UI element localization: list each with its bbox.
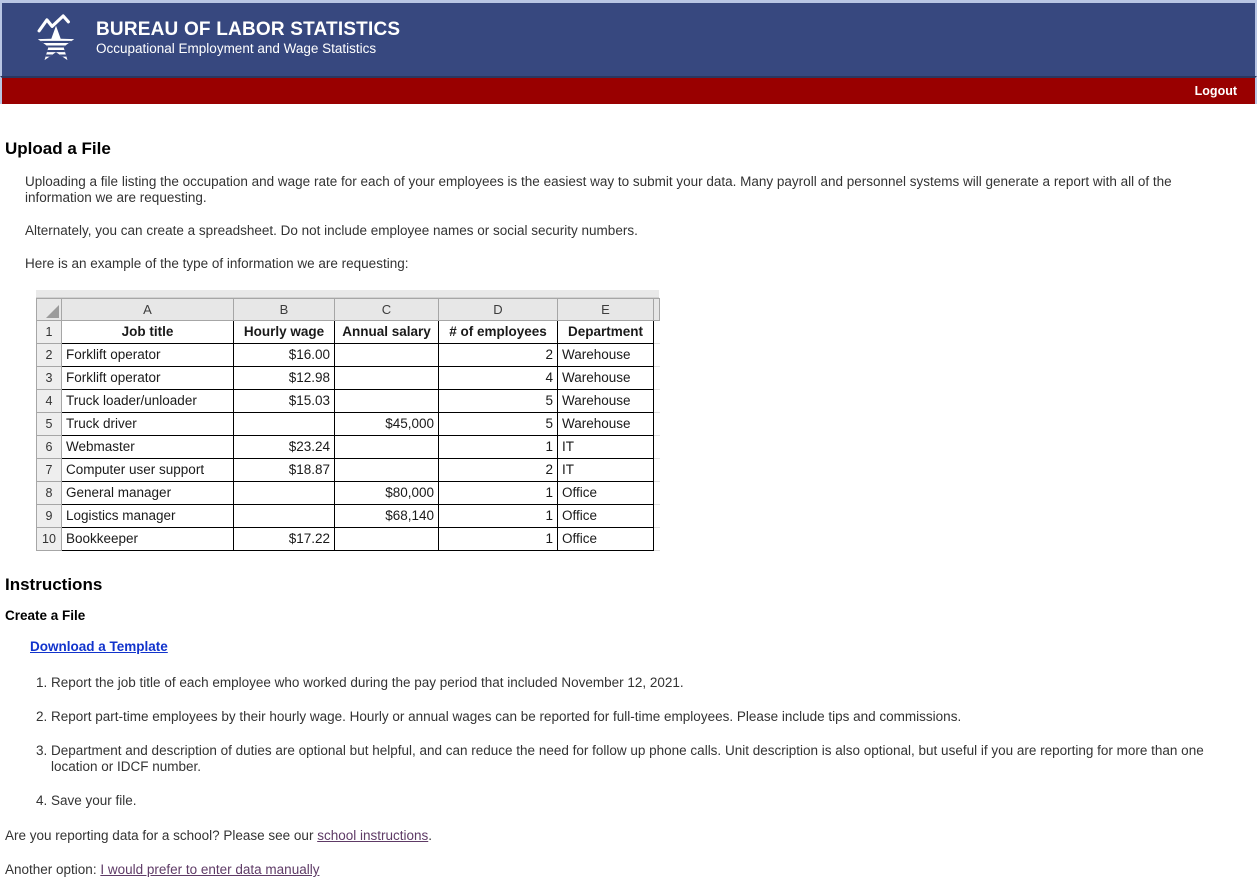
employees-cell: 1 [439, 436, 558, 459]
hourly-wage-cell: $12.98 [234, 367, 335, 390]
department-cell: Warehouse [558, 390, 654, 413]
job-title-cell: General manager [62, 482, 234, 505]
intro-paragraph: Uploading a file listing the occupation and wage rate for each of your employees is the easiest way to submit your data. Many payroll and personnel systems will generate a report with all of the information we are requesting. [25, 174, 1172, 205]
spreadsheet-top-strip [36, 290, 659, 298]
header-cell: Hourly wage [234, 321, 335, 344]
job-title-cell: Truck loader/unloader [62, 390, 234, 413]
header-cell: Job title [62, 321, 234, 344]
bls-header-banner [0, 3, 1257, 76]
intro-paragraph: Here is an example of the type of information we are requesting: [25, 256, 409, 271]
manual-entry-line [5, 862, 1241, 878]
hourly-wage-cell [234, 505, 335, 528]
sheet-data-row [37, 390, 660, 413]
instruction-step: 2. Report part-time employees by their hourly wage. Hourly or annual wages can be reported for full-time employees. Please include tips and commissions. [51, 709, 1220, 725]
sheet-data-row [37, 413, 660, 436]
row-number: 3 [37, 367, 62, 390]
school-instructions-link[interactable]: school instructions [317, 828, 429, 843]
annual-salary-cell [335, 390, 439, 413]
create-a-file-subtitle: Create a File [5, 608, 86, 623]
row-number: 2 [37, 344, 62, 367]
row-number: 6 [37, 436, 62, 459]
employees-cell: 2 [439, 344, 558, 367]
instruction-step: 4. Save your file. [51, 793, 1220, 809]
job-title-cell: Forklift operator [62, 344, 234, 367]
header-cell: Annual salary [335, 321, 439, 344]
column-letter: D [439, 299, 558, 321]
annual-salary-cell [335, 367, 439, 390]
logout-link[interactable]: Logout [1194, 84, 1237, 98]
school-suffix-text: . [428, 828, 433, 843]
partial-next-column [654, 299, 660, 321]
row-number: 8 [37, 482, 62, 505]
sheet-data-row [37, 528, 660, 551]
annual-salary-cell [335, 436, 439, 459]
department-cell: Office [558, 528, 654, 551]
bls-star-logo-icon [30, 14, 82, 66]
manual-prefix-text: Another option: [5, 862, 101, 877]
row-number: 1 [37, 321, 62, 344]
job-title-cell: Truck driver [62, 413, 234, 436]
department-cell: IT [558, 459, 654, 482]
row-number: 4 [37, 390, 62, 413]
instruction-steps [30, 675, 1220, 809]
intro-paragraph: Alternately, you can create a spreadsheet. Do not include employee names or social security numbers. [25, 223, 638, 238]
select-all-corner [37, 299, 62, 321]
annual-salary-cell: $80,000 [335, 482, 439, 505]
job-title-cell: Logistics manager [62, 505, 234, 528]
sheet-data-row [37, 459, 660, 482]
header-cell: Department [558, 321, 654, 344]
hourly-wage-cell: $23.24 [234, 436, 335, 459]
intro-section [5, 174, 1241, 272]
sheet-data-row [37, 505, 660, 528]
sheet-data-row [37, 482, 660, 505]
program-subtitle: Occupational Employment and Wage Statistics [96, 41, 377, 56]
sheet-data-row [37, 436, 660, 459]
hourly-wage-cell [234, 482, 335, 505]
annual-salary-cell [335, 459, 439, 482]
download-template-link[interactable]: Download a Template [30, 639, 168, 654]
sheet-header-row [37, 321, 660, 344]
sheet-data-row [37, 367, 660, 390]
employees-cell: 5 [439, 390, 558, 413]
annual-salary-cell [335, 528, 439, 551]
job-title-cell: Bookkeeper [62, 528, 234, 551]
enter-data-manually-link[interactable]: I would prefer to enter data manually [100, 862, 320, 877]
job-title-cell: Webmaster [62, 436, 234, 459]
employees-cell: 4 [439, 367, 558, 390]
instruction-step: 3. Department and description of duties are optional but helpful, and can reduce the need for follow up phone calls. Unit description is also optional, but useful if you are reporting for more than one location or IDCF number. [51, 743, 1220, 775]
employees-cell: 1 [439, 482, 558, 505]
hourly-wage-cell [234, 413, 335, 436]
column-letters-row [37, 299, 660, 321]
row-number: 5 [37, 413, 62, 436]
hourly-wage-cell: $17.22 [234, 528, 335, 551]
example-spreadsheet-image [36, 290, 659, 551]
row-number: 9 [37, 505, 62, 528]
select-all-triangle-icon [46, 305, 59, 318]
school-reporting-line [5, 828, 1241, 844]
hourly-wage-cell: $16.00 [234, 344, 335, 367]
row-number: 7 [37, 459, 62, 482]
header-cell: # of employees [439, 321, 558, 344]
row-number: 10 [37, 528, 62, 551]
annual-salary-cell [335, 344, 439, 367]
agency-title: BUREAU OF LABOR STATISTICS [96, 19, 401, 40]
employees-cell: 1 [439, 505, 558, 528]
instructions-title: Instructions [5, 575, 103, 594]
department-cell: Office [558, 482, 654, 505]
sheet-data-row [37, 344, 660, 367]
hourly-wage-cell: $15.03 [234, 390, 335, 413]
school-prompt-text: Are you reporting data for a school? Please see our [5, 828, 318, 843]
job-title-cell: Forklift operator [62, 367, 234, 390]
column-letter: A [62, 299, 234, 321]
column-letter: B [234, 299, 335, 321]
annual-salary-cell: $68,140 [335, 505, 439, 528]
main-content [0, 141, 1257, 878]
department-cell: Office [558, 505, 654, 528]
employees-cell: 2 [439, 459, 558, 482]
department-cell: Warehouse [558, 344, 654, 367]
hourly-wage-cell: $18.87 [234, 459, 335, 482]
spreadsheet-table [36, 298, 660, 551]
instruction-step: 1. Report the job title of each employee who worked during the pay period that included November 12, 2021. [51, 675, 1220, 691]
employees-cell: 5 [439, 413, 558, 436]
department-cell: Warehouse [558, 367, 654, 390]
department-cell: IT [558, 436, 654, 459]
department-cell: Warehouse [558, 413, 654, 436]
annual-salary-cell: $45,000 [335, 413, 439, 436]
page-title: Upload a File [5, 139, 111, 158]
employees-cell: 1 [439, 528, 558, 551]
job-title-cell: Computer user support [62, 459, 234, 482]
column-letter: E [558, 299, 654, 321]
column-letter: C [335, 299, 439, 321]
red-nav-bar [0, 76, 1257, 104]
